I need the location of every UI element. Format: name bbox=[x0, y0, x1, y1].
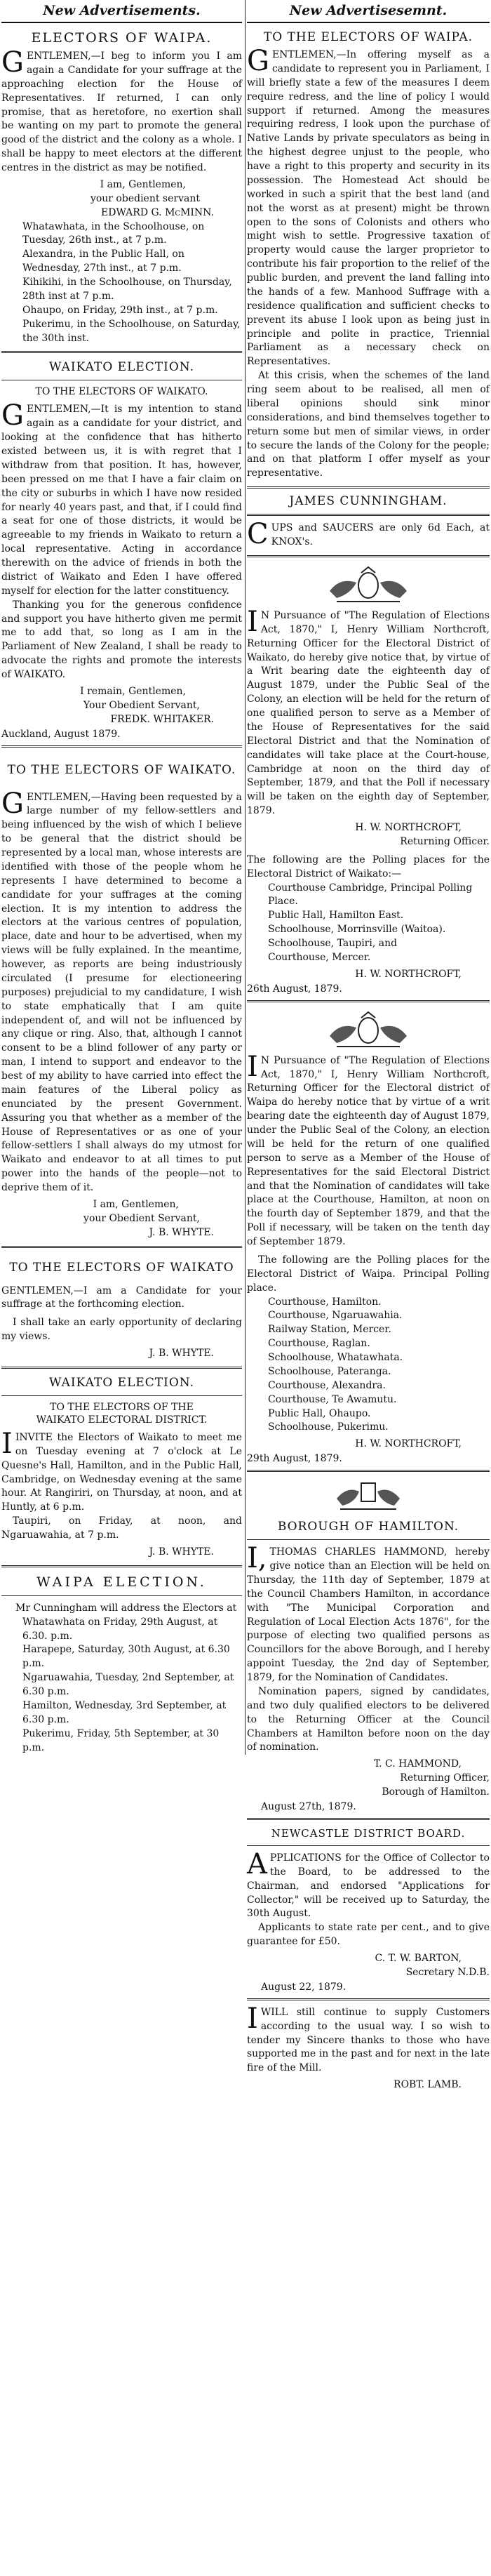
ad-title: WAIKATO ELECTION. bbox=[49, 360, 194, 375]
ad-waikato-election-whyte-meetings bbox=[1, 1376, 242, 1560]
ad-body: I,THOMAS CHARLES HAMMOND, hereby give notice than an Election will be held on Thursday, the 11th day of September, 1879 at the Council Chambers Hamilton, in accordance with "The Municipal Corporation and Regulation of Local Election Acts 1876", for the purpose of electing two qualified persons as Councillors for the above Borough, and I hereby appoint Tuesday, the 2nd day of September, 1879, for the Nomination of Candidates. bbox=[247, 1542, 490, 1683]
polling-place: Schoolhouse, Taupiri, and bbox=[268, 938, 398, 949]
ad-subtitle: WAIKATO ELECTORAL DISTRICT. bbox=[36, 1414, 208, 1426]
ad-title: NEWCASTLE DISTRICT BOARD. bbox=[271, 1826, 466, 1840]
ad-closing bbox=[1, 685, 242, 727]
ad-closing bbox=[247, 1438, 490, 1452]
ad-waipa-election-notice bbox=[247, 1008, 490, 1465]
ad-closing bbox=[247, 821, 490, 849]
closing-line: I remain, Gentlemen, bbox=[80, 685, 186, 697]
polling-place: Schoolhouse, Pateranga. bbox=[268, 1365, 391, 1377]
meeting-schedule bbox=[1, 220, 242, 346]
divider bbox=[1, 1246, 242, 1248]
signature: ROBT. LAMB. bbox=[394, 2079, 462, 2091]
schedule-item: Kihikihi, in the Schoolhouse, on Thursday, 28th inst at 7 p.m. bbox=[22, 277, 232, 302]
signature: H. W. NORTHCROFT, bbox=[355, 822, 462, 833]
polling-places bbox=[247, 882, 490, 965]
schedule-item: Pukerimu, Friday, 5th September, at 30 p.m. bbox=[22, 1727, 220, 1753]
ad-robt-lamb bbox=[247, 2002, 490, 2092]
ad-title: TO THE ELECTORS OF WAIPA. bbox=[263, 30, 473, 44]
ad-body: Nomination papers, signed by candidates, and two duly qualified electors to be delivered to the Returning Officer at the Council Chambers at Hamilton before noon on the day of nomination. bbox=[247, 1685, 490, 1753]
divider bbox=[247, 1470, 490, 1472]
divider bbox=[247, 555, 490, 557]
ad-cups-and-saucers: CUPS and SAUCERS are only 6d Each, at KNOX's. bbox=[247, 518, 490, 551]
signature: J. B. WHYTE. bbox=[149, 1226, 214, 1238]
ad-closing bbox=[247, 1758, 490, 1800]
schedule-item: Whatawhata, in the Schoolhouse, on Tuesday, 26th inst., at 7 p.m. bbox=[22, 220, 205, 246]
polling-intro: The following are the Polling places for the Electoral District of Waikato:— bbox=[247, 854, 490, 879]
signature: J. B. WHYTE. bbox=[149, 1348, 214, 1359]
ad-closing bbox=[1, 1546, 242, 1560]
schedule-item: Ohaupo, on Friday, 29th inst., at 7 p.m. bbox=[22, 304, 218, 316]
ad-title: WAIKATO ELECTION. bbox=[49, 1375, 194, 1390]
polling-place: Courthouse, Alexandra. bbox=[268, 1379, 386, 1391]
polling-place: Railway Station, Mercer. bbox=[268, 1324, 391, 1336]
divider bbox=[1, 1395, 242, 1396]
ad-body: Thanking you for the generous confidence and support you have hitherto given me permit me to add that, so long as I am in the Parliament of New Zealand, I shall be ready to advocate the rights and promote the interests of WAIKATO. bbox=[1, 599, 242, 680]
ad-title: TO THE ELECTORS OF WAIKATO bbox=[9, 1260, 234, 1275]
ad-electors-of-waikato-whyte bbox=[1, 763, 242, 1240]
ad-body: IWILL still continue to supply Customers according to the usual way. I so wish to tender my Sincere thanks to those who have supported me in the past and for next in the late fire of the Mill. bbox=[247, 2002, 490, 2074]
signature: H. W. NORTHCROFT, bbox=[355, 1438, 462, 1450]
divider bbox=[247, 486, 490, 489]
signature: T. C. HAMMOND, bbox=[373, 1758, 462, 1770]
ad-closing bbox=[1, 1347, 242, 1361]
ad-closing bbox=[247, 2078, 490, 2092]
closing-line: I am, Gentlemen, bbox=[100, 178, 186, 190]
ad-body: APPLICATIONS for the Office of Collector to the Board, to be addressed to the Chairman, and endorsed "Applications for Collector," will be received up to Saturday, the 30th August. bbox=[247, 1847, 490, 1920]
ad-body: GENTLEMEN,—In offering myself as a candidate to represent you in Parliament, I will briefly state a few of the measures I deem require redress, and the line of policy I would support if returned. Among the measures requiring redress, I look upon the purchase of Native Lands by private speculators as being in the highest degree unjust to the people, who have a right to this property and security in its possession. The Homestead Act should be worked in such a spirit that the best land (and not the worst as at present) might be thrown open to the sons of Colonists and others who might wish to settle. Progressive taxation of property would cause the larger proprietor to contribute his fair proportion to the relief of the public burden, and prevent the land falling into the hands of a few. Manhood Suffrage with a residence qualification and sufficient checks to prevent its abuse I look upon as being just in principle and polite in practice, Triennial Parliament as a necessary check on Representatives. bbox=[247, 45, 490, 368]
signature: FREDK. WHITAKER. bbox=[110, 713, 214, 725]
ad-body: GENTLEMEN,—It is my intention to stand again as a candidate for your district, and looking at the confidence that has hitherto existed between us, it is with regret that I withdraw from that position. It has, however, been pressed on me that I have a fair claim on the city or suburbs in which I have now resided for nearly 40 years past, and that, if I could find a seat for one of those districts, it would be agreeable to my friends in Waikato to return a local representative. Acting in accordance therewith on the advice of friends in both the district of Waikato and Eden I have offered myself for election for the latter constituency. bbox=[1, 399, 242, 597]
ad-title: BOROUGH OF HAMILTON. bbox=[277, 1520, 459, 1534]
divider bbox=[247, 1539, 490, 1540]
ad-electors-of-waikato-short bbox=[1, 1261, 242, 1361]
ad-closing bbox=[247, 968, 490, 982]
ad-signature-heading: JAMES CUNNINGHAM. bbox=[289, 494, 448, 509]
polling-place: Schoolhouse, Pukerimu. bbox=[268, 1421, 389, 1433]
polling-place: Courthouse, Mercer. bbox=[268, 951, 371, 963]
divider bbox=[247, 1845, 490, 1846]
closing-line: your obedient servant bbox=[90, 192, 200, 204]
divider bbox=[1, 1367, 242, 1369]
borough-crest-icon bbox=[323, 1478, 414, 1513]
divider bbox=[247, 1998, 490, 2000]
schedule-item: Ngaruawahia, Tuesday, 2nd September, at 6.30 p.m. bbox=[22, 1672, 234, 1697]
ad-title: ELECTORS OF WAIPA. bbox=[31, 30, 213, 46]
divider bbox=[247, 1818, 490, 1820]
dateline: August 27th, 1879. bbox=[261, 1800, 356, 1812]
ad-closing bbox=[247, 1952, 490, 1980]
polling-place: Public Hall, Ohaupo. bbox=[268, 1407, 371, 1419]
royal-coat-of-arms-icon bbox=[323, 563, 414, 605]
signature: H. W. NORTHCROFT, bbox=[355, 968, 462, 980]
polling-place: Courthouse, Raglan. bbox=[268, 1338, 370, 1350]
ad-body: IN Pursuance of "The Regulation of Elections Act, 1870," I, Henry William Northcroft, Returning Officer for the Electoral District of Waikato, do hereby give notice that, by virtue of a Writ bearing date the eighteenth day of August 1879, under the Public Seal of the Colony, an election will be held for the return of one qualified person to serve as a Member of the House of Representatives for the said Electoral District and that the Nomination of candidates will take place at the Court-house, Cambridge at noon on the third day of September, 1879, and that the Poll if necessary will be taken on the eighth day of September, 1879. bbox=[247, 605, 490, 817]
schedule-item: Pukerimu, in the Schoolhouse, on Saturday, the 30th inst. bbox=[22, 318, 241, 344]
schedule-item: Whatawhata on Friday, 29th August, at 6.30. p.m. bbox=[22, 1616, 218, 1642]
column-header: New Advertisesemnt. bbox=[247, 0, 490, 23]
ad-closing bbox=[1, 1198, 242, 1240]
dateline: 26th August, 1879. bbox=[247, 983, 342, 995]
signature: J. B. WHYTE. bbox=[149, 1546, 214, 1558]
ad-title: TO THE ELECTORS OF WAIKATO. bbox=[7, 762, 236, 777]
left-column bbox=[1, 0, 246, 1755]
polling-place: Courthouse Cambridge, Principal Polling Place. bbox=[268, 882, 473, 908]
ad-electors-of-waipa-cunningham bbox=[247, 30, 490, 481]
ad-newcastle-district-board bbox=[247, 1827, 490, 1993]
polling-place: Schoolhouse, Whatawhata. bbox=[268, 1352, 403, 1363]
royal-coat-of-arms-icon bbox=[323, 1008, 414, 1050]
column-header: New Advertisements. bbox=[1, 0, 242, 23]
ad-electors-of-waipa bbox=[1, 30, 242, 345]
ad-waikato-election-notice bbox=[247, 563, 490, 995]
divider bbox=[247, 1000, 490, 1002]
ad-body: GENTLEMEN,—I beg to inform you I am again a Candidate for your suffrage at the approaching election for the House of Representatives. If returned, I can only promise, that as heretofore, no exertion shall be wanting on my part to promote the general good of the district and the colony as a whole. I shall be happy to meet electors at the different centres in the district as may be notified. bbox=[1, 46, 242, 173]
ad-title: WAIPA ELECTION. bbox=[36, 1574, 207, 1590]
ad-closing bbox=[1, 178, 242, 220]
schedule-item: Harapepe, Saturday, 30th August, at 6.30 p.m. bbox=[22, 1644, 230, 1670]
divider bbox=[1, 1595, 242, 1596]
dateline: Auckland, August 1879. bbox=[1, 728, 121, 740]
signature: C. T. W. BARTON, bbox=[375, 1953, 462, 1964]
ad-waikato-election-whitaker bbox=[1, 360, 242, 739]
ad-body: GENTLEMEN,—Having been requested by a large number of my fellow-settlers and being influenced by the wish of which I believe to be general that the district should be represented by a local man, whose interests are identified with those of the people whom he represents I have determined to become a candidate for your suffrages at the coming election. It is my intention to address the electors at the various centres of population, place, date and hour to be advertised, when my views will be fully explained. In the meantime, however, as reports are being industriously circulated (I presume for electioneering purposes) prejudicial to my candidature, I wish to state emphatically that I am quite independent of, and will not be influenced by any clique or ring. Also, that, although I cannot consent to be a blind follower of any party or man, I intend to support and endeavor to the best of my ability to have carried into effect the main features of the Liberal policy as enunciated by the present Government. Assuring you that whether as a member of the House of Representatives or as one of your fellow-settlers I shall always do my utmost for Waikato and endeavor to at all times to put power into the hands of the people—not to deprive them of it. bbox=[1, 787, 242, 1193]
ad-body: Applicants to state rate per cent., and to give guarantee for £50. bbox=[247, 1922, 490, 1948]
meeting-schedule bbox=[1, 1616, 242, 1755]
polling-place: Public Hall, Hamilton East. bbox=[268, 910, 404, 922]
ad-subtitle: TO THE ELECTORS OF WAIKATO. bbox=[35, 386, 208, 398]
closing-line: I am, Gentlemen, bbox=[93, 1198, 179, 1210]
ad-body: IN Pursuance of "The Regulation of Elections Act, 1870," I, Henry William Northcroft, Returning Officer for the Electoral district of Waipa do hereby notice that by virtue of a writ bearing date the eighteenth day of August 1879, under the Public Seal of the Colony, an election will be held for the return of one qualified person to serve as a Member of the House of Representatives for the said Electoral District and that the Nomination of candidates will take place at the Courthouse, Hamilton, at noon on the fourth day of September 1879, and that the Poll if necessary, will be taken on the tenth day of September 1879. bbox=[247, 1050, 490, 1247]
signature-role: Borough of Hamilton. bbox=[382, 1786, 490, 1798]
ad-body: GENTLEMEN,—I am a Candidate for your suffrage at the forthcoming election. bbox=[1, 1284, 242, 1310]
ad-waipa-election-cunningham bbox=[1, 1574, 242, 1755]
closing-line: your Obedient Servant, bbox=[83, 1212, 200, 1224]
divider bbox=[1, 351, 242, 353]
divider bbox=[1, 745, 242, 748]
signature-role: Returning Officer, bbox=[400, 1772, 490, 1784]
closing-line: Your Obedient Servant, bbox=[83, 699, 200, 711]
dateline: 29th August, 1879. bbox=[247, 1453, 342, 1465]
polling-place: Courthouse, Te Awamutu. bbox=[268, 1393, 397, 1405]
right-column bbox=[247, 0, 490, 2092]
schedule-item: Alexandra, in the Public Hall, on Wednesday, 27th inst., at 7 p.m. bbox=[22, 248, 184, 274]
ad-borough-of-hamilton bbox=[247, 1478, 490, 1812]
polling-place: Schoolhouse, Morrinsville (Waitoa). bbox=[268, 924, 446, 936]
divider bbox=[247, 514, 490, 516]
ad-subtitle: TO THE ELECTORS OF THE bbox=[50, 1401, 194, 1413]
ad-body: Taupiri, on Friday, at noon, and Ngaruawahia, at 7 p.m. bbox=[1, 1515, 242, 1541]
dateline: August 22, 1879. bbox=[261, 1981, 347, 1993]
ad-body: At this crisis, when the schemes of the land ring seem about to be realised, all men of liberal opinions should sink minor considerations, and bind themselves together to return some but men of similar views, in order to secure the lands of the Colony for the people; and on that platform I offer myself as your representative. bbox=[247, 370, 490, 479]
polling-place: Courthouse, Ngaruawahia. bbox=[268, 1310, 403, 1322]
ad-body: I shall take an early opportunity of declaring my views. bbox=[1, 1317, 242, 1343]
signature-role: Returning Officer. bbox=[400, 835, 490, 847]
schedule-item: Hamilton, Wednesday, 3rd September, at 6.30 p.m. bbox=[22, 1699, 227, 1725]
polling-places bbox=[247, 1296, 490, 1435]
signature: EDWARD G. McMINN. bbox=[101, 206, 214, 218]
polling-place: Courthouse, Hamilton. bbox=[268, 1296, 382, 1308]
divider bbox=[1, 1565, 242, 1567]
signature-role: Secretary N.D.B. bbox=[405, 1966, 490, 1978]
ad-body: IINVITE the Electors of Waikato to meet me on Tuesday evening at 7 o'clock at Le Quesne's Hall, Hamilton, and in the Public Hall, Cambridge, on Wednesday evening at the same hour. At Rangiriri, on Thursday, at noon, and at Huntly, at 6 p.m. bbox=[1, 1427, 242, 1513]
ad-body: Mr Cunningham will address the Electors at bbox=[15, 1602, 237, 1614]
polling-intro: The following are the Polling places for the Electoral District of Waipa. Principal Polling place. bbox=[247, 1254, 490, 1294]
